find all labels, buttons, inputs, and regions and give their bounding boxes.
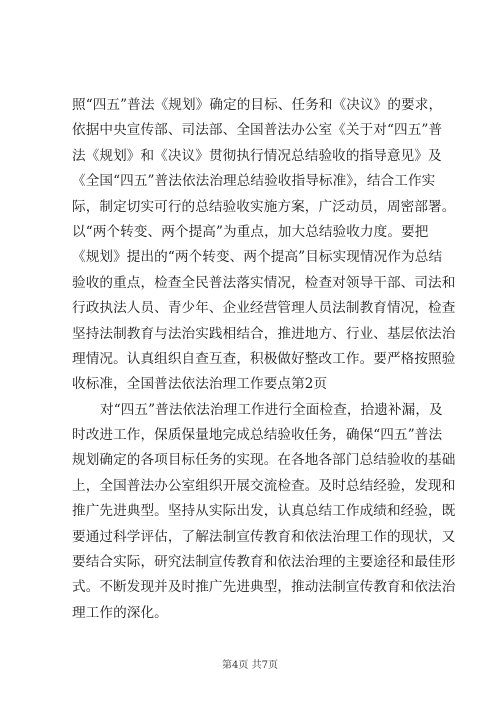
text-line: 《全国“四五”普法依法治理总结验收指导标准》，结合工作实 (72, 173, 436, 190)
text-line: 《规划》提出的“两个转变、两个提高”目标实现情况作为总结 (72, 249, 443, 266)
text-line: 理情况。认真组织自查互查，积极做好整改工作。要严格按照验 (72, 350, 456, 367)
page-number-footer: 第4页 共7页 (222, 660, 278, 671)
text-line: 上，全国普法办公室组织开展交流检查。及时总结经验，发现和 (72, 477, 456, 494)
text-line: 要通过科学评估，了解法制宣传教育和依法治理工作的现状，又 (72, 528, 456, 545)
text-line: 要结合实际，研究法制宣传教育和依法治理的主要途径和最佳形 (72, 554, 456, 571)
text-line: 以“两个转变、两个提高”为重点，加大总结验收力度。要把 (72, 223, 429, 240)
text-line: 时改进工作，保质保量地完成总结验收任务，确保“四五”普法 (72, 427, 443, 444)
text-line: 际，制定切实可行的总结验收实施方案，广泛动员，周密部署。 (72, 198, 456, 215)
text-line: 收标准，全国普法依法治理工作要点第2页 (72, 376, 328, 393)
text-line: 推广先进典型。坚持从实际出发，认真总结工作成绩和经验，既 (72, 503, 456, 520)
text-line: 行政执法人员、青少年、企业经营管理人员法制教育情况，检查 (72, 300, 456, 317)
text-line: 坚持法制教育与法治实践相结合，推进地方、行业、基层依法治 (72, 325, 456, 342)
text-line: 依据中央宣传部、司法部、全国普法办公室《关于对“四五”普 (72, 122, 443, 139)
text-line: 法《规划》和《决议》贯彻执行情况总结验收的指导意见》及 (72, 147, 442, 164)
body-text (72, 93, 456, 626)
text-line: 照“四五”普法《规划》确定的目标、任务和《决议》的要求， (72, 97, 443, 113)
text-line: 式。不断发现并及时推广先进典型，推动法制宣传教育和依法治 (72, 579, 456, 596)
text-line: 理工作的深化。 (72, 604, 168, 621)
text-line: 验收的重点，检查全民普法落实情况，检查对领导干部、司法和 (72, 274, 456, 291)
paragraph-start-line: 对“四五”普法依法治理工作进行全面检查，拾遗补漏，及 (100, 401, 443, 418)
text-line: 规划确定的各项目标任务的实现。在各地各部门总结验收的基础 (72, 452, 456, 469)
